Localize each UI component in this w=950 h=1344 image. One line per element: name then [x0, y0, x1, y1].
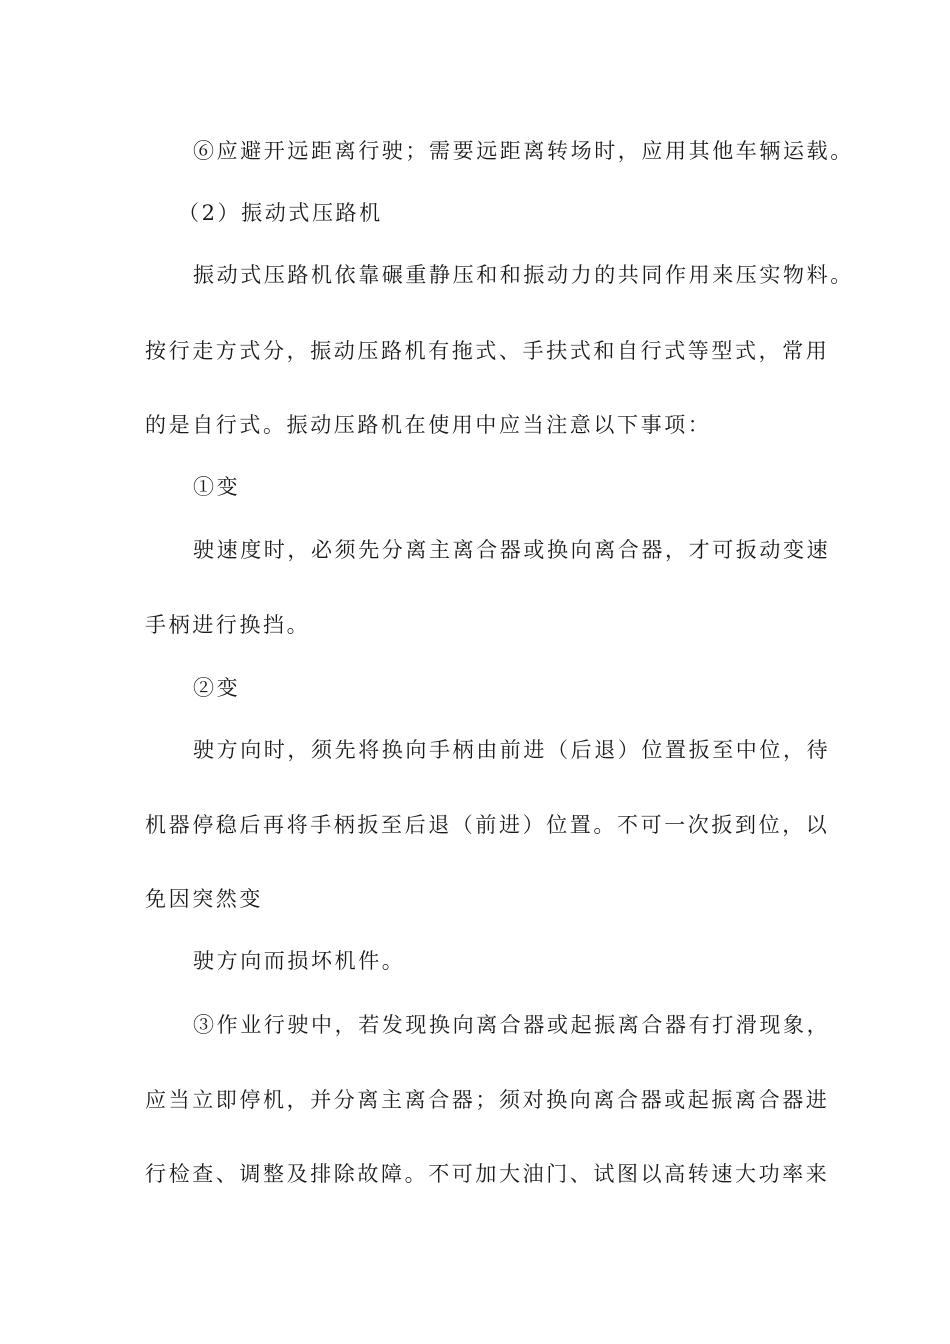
list-item-marker: ②变 [193, 676, 241, 700]
paragraph-line: 手柄进行换挡。 [145, 613, 311, 637]
paragraph-line: ③作业行驶中，若发现换向离合器或起振离合器有打滑现象， [193, 1013, 831, 1037]
paragraph-line: 振动式压路机依靠碾重静压和和振动力的共同作用来压实物料。 [193, 263, 854, 287]
paragraph-line: 的是自行式。振动压路机在使用中应当注意以下事项： [145, 413, 712, 437]
paragraph-line: 免因突然变 [145, 887, 263, 911]
list-item-marker: ①变 [193, 475, 241, 499]
paragraph-line: ⑥应避开远距离行驶；需要远距离转场时，应用其他车辆运载。 [193, 139, 854, 163]
paragraph-line: 驶速度时，必须先分离主离合器或换向离合器，才可扳动变速 [193, 538, 831, 562]
paragraph-line: 机器停稳后再将手柄扳至后退（前进）位置。不可一次扳到位，以 [145, 813, 830, 837]
paragraph-line: 应当立即停机，并分离主离合器；须对换向离合器或起振离合器进 [145, 1088, 830, 1112]
paragraph-line: 行检查、调整及排除故障。不可加大油门、试图以高转速大功率来 [145, 1162, 830, 1186]
paragraph-line: 驶方向而损坏机件。 [193, 949, 406, 973]
paragraph-line: 按行走方式分，振动压路机有拖式、手扶式和自行式等型式，常用 [145, 339, 830, 363]
section-heading: （2）振动式压路机 [178, 201, 383, 225]
paragraph-line: 驶方向时，须先将换向手柄由前进（后退）位置扳至中位，待 [193, 738, 831, 762]
